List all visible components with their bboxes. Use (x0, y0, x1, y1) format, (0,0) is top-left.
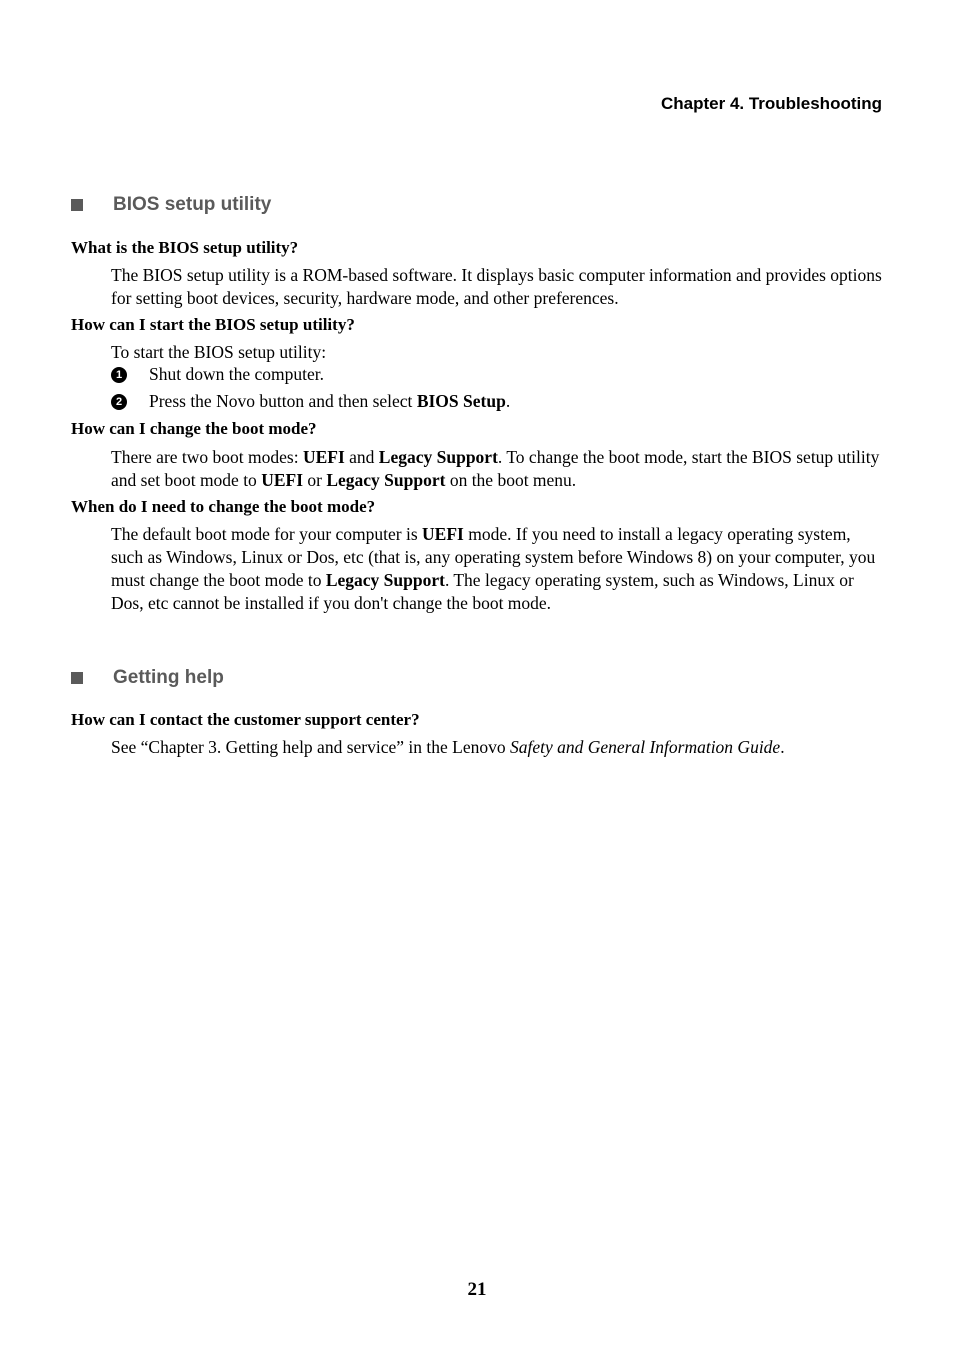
section-help-heading (71, 667, 224, 689)
section-bios-title: BIOS setup utility (113, 194, 272, 215)
answer-change-boot-mode: There are two boot modes: UEFI and Legacy Support. To change the boot mode, start the BIOS setup utility and set boot mode to UEFI or Legacy Support on the boot menu. (111, 447, 880, 490)
question-what-is-bios: What is the BIOS setup utility? (71, 238, 299, 257)
answer-start-bios-intro: To start the BIOS setup utility: (111, 342, 327, 362)
answer-contact-support: See “Chapter 3. Getting help and service” in the Lenovo Safety and General Information Guide. (111, 737, 785, 757)
step-text-2: Press the Novo button and then select BIOS Setup. (149, 391, 511, 411)
question-change-boot-mode: How can I change the boot mode? (71, 419, 317, 438)
answer-what-is-bios: The BIOS setup utility is a ROM-based software. It displays basic computer information and provides options for setting boot devices, security, hardware mode, and other preferences. (111, 265, 882, 308)
step-item-1 (111, 364, 324, 385)
step-item-2 (111, 391, 510, 412)
question-when-change-boot-mode: When do I need to change the boot mode? (71, 497, 376, 516)
page-number: 21 (467, 1279, 487, 1300)
question-start-bios: How can I start the BIOS setup utility? (71, 315, 355, 334)
step-number-2: 2 (111, 394, 127, 410)
section-help-title: Getting help (113, 667, 224, 688)
section-bios-heading (71, 194, 271, 216)
answer-when-change-boot-mode: The default boot mode for your computer is UEFI mode. If you need to install a legacy operating system, such as Windows, Linux or Dos, etc (that is, any operating system before Windows 8) on your computer, you must change the boot mode to Legacy Support. The legacy operating system, such as Windows, Linux or Dos, etc cannot be installed if you don't change the boot mode. (111, 524, 876, 613)
square-bullet-icon (71, 199, 83, 211)
chapter-header: Chapter 4. Troubleshooting (660, 94, 882, 113)
question-contact-support: How can I contact the customer support center? (71, 710, 420, 729)
step-number-1: 1 (111, 367, 127, 383)
step-text-1: Shut down the computer. (149, 364, 324, 384)
square-bullet-icon (71, 672, 83, 684)
